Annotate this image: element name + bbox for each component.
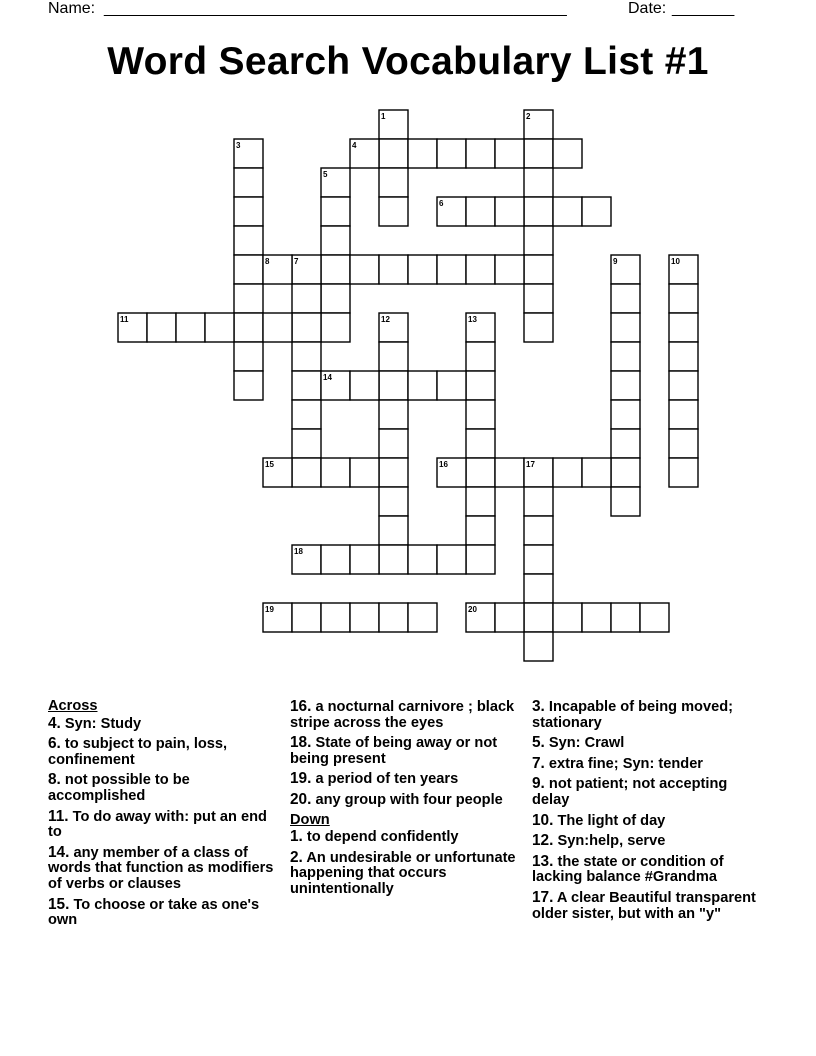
grid-cell[interactable]: [350, 255, 379, 284]
clue-across-15: [48, 897, 280, 929]
grid-cell[interactable]: [234, 313, 263, 342]
name-label: Name:: [48, 0, 96, 17]
cell-number: 6: [439, 199, 444, 208]
clue-number: 13.: [532, 852, 554, 870]
grid-cell[interactable]: [408, 603, 437, 632]
grid-cell[interactable]: [292, 400, 321, 429]
grid-cell[interactable]: [147, 313, 176, 342]
clue-across-4: [48, 716, 280, 733]
cell-number: 1: [381, 112, 386, 121]
clue-across-20: [290, 792, 526, 809]
grid-cell[interactable]: [379, 516, 408, 545]
grid-cell[interactable]: [350, 139, 379, 168]
grid-cell[interactable]: [669, 313, 698, 342]
across-title: Across: [48, 698, 98, 714]
grid-cell[interactable]: [524, 139, 553, 168]
grid-cell[interactable]: [553, 197, 582, 226]
grid-cell[interactable]: [379, 139, 408, 168]
grid-cell[interactable]: [263, 255, 292, 284]
grid-cell[interactable]: [466, 516, 495, 545]
cell-number: 17: [526, 460, 535, 469]
grid-cell[interactable]: [234, 255, 263, 284]
grid-cell[interactable]: [466, 255, 495, 284]
grid-cell[interactable]: [495, 139, 524, 168]
grid-cell[interactable]: [524, 197, 553, 226]
clue-text: a period of ten years: [315, 771, 459, 788]
grid-cell[interactable]: [611, 342, 640, 371]
grid-cell[interactable]: [321, 371, 350, 400]
grid-cell[interactable]: [669, 429, 698, 458]
grid-cell[interactable]: [466, 139, 495, 168]
grid-cell[interactable]: [292, 371, 321, 400]
grid-cell[interactable]: [292, 603, 321, 632]
grid-cell[interactable]: [408, 545, 437, 574]
down-title: Down: [290, 811, 330, 828]
grid-cell[interactable]: [379, 255, 408, 284]
grid-cell[interactable]: [524, 458, 553, 487]
clue-number: 9.: [532, 775, 545, 793]
cell-number: 11: [120, 315, 129, 324]
grid-cell[interactable]: [379, 342, 408, 371]
grid-cell[interactable]: [611, 603, 640, 632]
page-title: Word Search Vocabulary List #1: [107, 40, 709, 83]
cell-number: 10: [671, 257, 680, 266]
grid-cell[interactable]: [379, 313, 408, 342]
date-field[interactable]: _______: [672, 0, 735, 17]
clue-down-7: [532, 756, 768, 773]
clue-text: To choose or take as one's own: [48, 896, 260, 929]
clue-down-13: [532, 854, 768, 886]
grid-cell[interactable]: [669, 371, 698, 400]
name-field[interactable]: ____________________________________________________: [104, 0, 567, 17]
grid-cell[interactable]: [466, 313, 495, 342]
clue-number: 2.: [290, 848, 303, 866]
grid-cell[interactable]: [466, 371, 495, 400]
clue-number: 16.: [290, 698, 312, 715]
clues-column-1: [48, 699, 280, 933]
clue-down-17: [532, 890, 768, 922]
clue-text: extra fine; Syn: tender: [548, 755, 703, 772]
grid-cell[interactable]: [234, 226, 263, 255]
clues-column-3: [532, 699, 768, 926]
grid-cell[interactable]: [234, 168, 263, 197]
clue-across-16: [290, 699, 526, 731]
clue-down-1: [290, 829, 526, 846]
clue-down-9: [532, 776, 768, 808]
clue-text: not patient; not accepting delay: [532, 776, 728, 808]
clue-number: 18.: [290, 734, 312, 752]
grid-cell[interactable]: [524, 313, 553, 342]
clue-number: 20.: [290, 790, 312, 808]
grid-cell[interactable]: [524, 516, 553, 545]
grid-cell[interactable]: [669, 342, 698, 371]
clue-across-18: [290, 735, 526, 767]
clue-text: to subject to pain, loss, confinement: [48, 736, 228, 768]
grid-cell[interactable]: [524, 487, 553, 516]
clue-number: 10.: [532, 811, 554, 829]
grid-cell[interactable]: [379, 458, 408, 487]
grid-cell[interactable]: [205, 313, 234, 342]
grid-cell[interactable]: [553, 603, 582, 632]
clue-number: 1.: [290, 828, 303, 846]
clue-number: 6.: [48, 735, 61, 753]
grid-cell[interactable]: [553, 139, 582, 168]
grid-cell[interactable]: [669, 458, 698, 487]
grid-cell[interactable]: [234, 342, 263, 371]
grid-cell[interactable]: [553, 458, 582, 487]
cell-number: 18: [294, 547, 303, 556]
clues-column-2: [290, 699, 526, 902]
clue-across-6: [48, 736, 280, 768]
grid-cell[interactable]: [640, 603, 669, 632]
clue-number: 15.: [48, 895, 70, 913]
grid-cell[interactable]: [379, 400, 408, 429]
grid-cell[interactable]: [495, 255, 524, 284]
date-label: Date:: [628, 0, 667, 17]
grid-cell[interactable]: [321, 603, 350, 632]
cell-number: 15: [265, 460, 274, 469]
grid-cell[interactable]: [466, 400, 495, 429]
grid-cell[interactable]: [408, 371, 437, 400]
cell-number: 9: [613, 257, 618, 266]
grid-cell[interactable]: [524, 545, 553, 574]
grid-cell[interactable]: [321, 284, 350, 313]
grid-cell[interactable]: [611, 458, 640, 487]
clue-text: to depend confidently: [306, 829, 459, 846]
grid-cell[interactable]: [321, 226, 350, 255]
grid-cell[interactable]: [321, 545, 350, 574]
clue-across-8: [48, 772, 280, 804]
grid-cell[interactable]: [379, 110, 408, 139]
clue-down-10: [532, 813, 768, 830]
clue-number: 3.: [532, 698, 545, 715]
grid-cell[interactable]: [379, 603, 408, 632]
grid-cell[interactable]: [437, 139, 466, 168]
grid-cell[interactable]: [669, 400, 698, 429]
grid-cell[interactable]: [292, 255, 321, 284]
grid-cell[interactable]: [495, 458, 524, 487]
clue-text: Syn:help, serve: [557, 833, 666, 850]
cell-number: 5: [323, 170, 328, 179]
clue-number: 5.: [532, 734, 545, 752]
clue-down-3: [532, 699, 768, 731]
grid-cell[interactable]: [524, 284, 553, 313]
cell-number: 4: [352, 141, 357, 150]
grid-cell[interactable]: [611, 400, 640, 429]
grid-cell[interactable]: [176, 313, 205, 342]
clue-down-5: [532, 735, 768, 752]
clue-number: 19.: [290, 770, 312, 788]
clue-text: Syn: Study: [64, 715, 142, 732]
grid-cell[interactable]: [408, 139, 437, 168]
grid-cell[interactable]: [234, 284, 263, 313]
clue-text: Syn: Crawl: [548, 735, 625, 752]
clue-text: any member of a class of words that function as modifiers of verbs or clauses: [48, 844, 274, 892]
grid-cell[interactable]: [292, 313, 321, 342]
grid-cell[interactable]: [611, 487, 640, 516]
clue-text: a nocturnal carnivore ; black stripe across the eyes: [290, 699, 515, 731]
grid-cell[interactable]: [437, 458, 466, 487]
clue-number: 4.: [48, 714, 61, 732]
grid-cell[interactable]: [466, 429, 495, 458]
cell-number: 12: [381, 315, 390, 324]
grid-cell[interactable]: [611, 371, 640, 400]
clue-down-12: [532, 833, 768, 850]
grid-cell[interactable]: [263, 313, 292, 342]
grid-cell[interactable]: [524, 632, 553, 661]
cell-number: 2: [526, 112, 531, 121]
grid-cell[interactable]: [379, 168, 408, 197]
grid-cell[interactable]: [524, 255, 553, 284]
grid-cell[interactable]: [350, 458, 379, 487]
grid-cell[interactable]: [408, 255, 437, 284]
clue-down-2: [290, 850, 526, 898]
clue-number: 12.: [532, 832, 554, 850]
grid-cell[interactable]: [466, 197, 495, 226]
cell-number: 16: [439, 460, 448, 469]
grid-cell[interactable]: [292, 545, 321, 574]
cell-number: 8: [265, 257, 270, 266]
grid-cell[interactable]: [292, 342, 321, 371]
grid-cell[interactable]: [118, 313, 147, 342]
grid-cell[interactable]: [524, 226, 553, 255]
grid-cell[interactable]: [350, 603, 379, 632]
grid-cell[interactable]: [379, 371, 408, 400]
grid-cell[interactable]: [524, 574, 553, 603]
grid-cell[interactable]: [292, 429, 321, 458]
grid-cell[interactable]: [582, 603, 611, 632]
grid-cell[interactable]: [466, 603, 495, 632]
clue-across-19: [290, 771, 526, 788]
grid-cell[interactable]: [321, 168, 350, 197]
grid-cell[interactable]: [437, 371, 466, 400]
clue-text: The light of day: [557, 812, 666, 829]
grid-cell[interactable]: [437, 197, 466, 226]
grid-cell[interactable]: [524, 603, 553, 632]
grid-cell[interactable]: [321, 458, 350, 487]
cell-number: 7: [294, 257, 299, 266]
grid-cell[interactable]: [234, 197, 263, 226]
grid-cell[interactable]: [611, 284, 640, 313]
grid-cell[interactable]: [611, 255, 640, 284]
grid-cell[interactable]: [524, 110, 553, 139]
clue-number: 14.: [48, 843, 70, 861]
grid-cell[interactable]: [466, 487, 495, 516]
grid-cell[interactable]: [582, 197, 611, 226]
grid-cell[interactable]: [437, 255, 466, 284]
header-line: [48, 0, 768, 22]
grid-cell[interactable]: [669, 255, 698, 284]
clue-number: 8.: [48, 771, 61, 789]
grid-cell[interactable]: [350, 371, 379, 400]
clue-text: To do away with: put an end to: [48, 808, 267, 841]
grid-cell[interactable]: [263, 603, 292, 632]
grid-cell[interactable]: [292, 458, 321, 487]
cell-number: 3: [236, 141, 241, 150]
grid-cell[interactable]: [292, 284, 321, 313]
grid-cell[interactable]: [437, 545, 466, 574]
grid-cell[interactable]: [495, 603, 524, 632]
grid-cell[interactable]: [350, 545, 379, 574]
clue-text: any group with four people: [315, 791, 503, 808]
clue-number: 11.: [48, 807, 69, 825]
grid-cell[interactable]: [524, 168, 553, 197]
grid-cell[interactable]: [466, 545, 495, 574]
clue-text: Incapable of being moved; stationary: [532, 699, 733, 731]
cell-number: 19: [265, 605, 274, 614]
grid-cell[interactable]: [321, 197, 350, 226]
grid-cell[interactable]: [379, 429, 408, 458]
clue-across-11: [48, 809, 280, 841]
grid-cell[interactable]: [466, 458, 495, 487]
clue-text: A clear Beautiful transparent older sister, but with an "y": [532, 889, 756, 922]
cell-number: 20: [468, 605, 477, 614]
cell-number: 13: [468, 315, 477, 324]
grid-cell[interactable]: [321, 313, 350, 342]
clue-text: An undesirable or unfortunate happening that occurs unintentionally: [290, 849, 516, 897]
clue-text: State of being away or not being present: [290, 735, 498, 767]
grid-cell[interactable]: [379, 545, 408, 574]
grid-cell[interactable]: [495, 197, 524, 226]
grid-cell[interactable]: [379, 487, 408, 516]
clue-text: the state or condition of lacking balance #Grandma: [532, 853, 724, 886]
grid-cell[interactable]: [234, 139, 263, 168]
clue-number: 17.: [532, 888, 554, 906]
grid-cell[interactable]: [611, 313, 640, 342]
grid-cell[interactable]: [582, 458, 611, 487]
cell-number: 14: [323, 373, 332, 382]
grid-cell[interactable]: [379, 197, 408, 226]
grid-cell[interactable]: [321, 255, 350, 284]
grid-cell[interactable]: [466, 342, 495, 371]
clue-text: not possible to be accomplished: [48, 772, 190, 804]
grid-cell[interactable]: [234, 371, 263, 400]
grid-cell[interactable]: [611, 429, 640, 458]
grid-cell[interactable]: [263, 458, 292, 487]
clue-across-14: [48, 845, 280, 893]
grid-cell[interactable]: [669, 284, 698, 313]
clue-number: 7.: [532, 754, 545, 772]
